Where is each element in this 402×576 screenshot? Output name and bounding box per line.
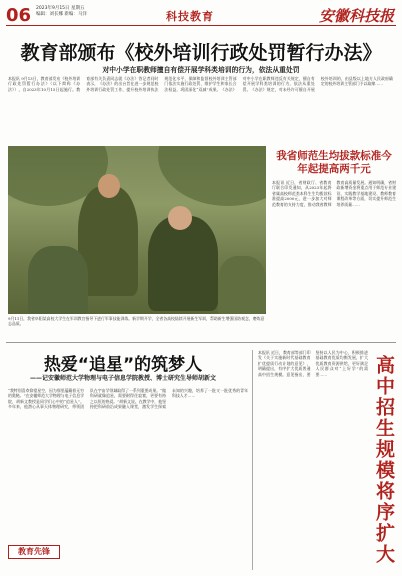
side-headline: 我省师范生均拔款标准今年起提高两千元 [276,150,392,175]
masthead [6,4,396,26]
student-figure [218,256,266,314]
section-name: 科技教育 [166,10,214,23]
student-figure [28,246,88,314]
enrollment-article-body: 本报讯 近日，教育部等部门印发《关于实施新时代基础教育扩优提质行动计划的意见》，明确提出，有序扩大优质普通高中招生规模。意见指出，要坚持以人民为中心，积极推进基础教育优质均衡发展，扩大优质教育资源供给，更好满足人民群众对“上好学”的需要…… [258,350,368,377]
feature-headline: 热爱“追星”的筑梦人 [43,355,203,375]
lead-headline: 教育部颁布《校外培训行政处罚暂行办法》 [20,42,382,64]
lead-subheadline: 对中小学在职教师擅自有偿开展学科类培训的行为，依法从重处罚 [102,66,300,74]
date-line: 2023年9月15日 星期五 [36,6,85,11]
paper-logo: 安徽科技报 [318,7,394,25]
foliage-shape [158,146,266,206]
enrollment-headline: 高中招生规模将序扩大 [373,355,395,565]
section-divider [6,342,396,343]
column-divider [252,350,253,570]
feature-article-body: “我特别喜欢仰望星空，因为那里蕴藏着无穷的奥秘。”在安徽师范大学物理与电子信息学院，胡新文教授是同学们心中的“追星人”。多年来，他潜心从事天体物理研究，带领团队在宇宙学领域取得了一系列重要成果。“做科研就像追星，需要耐得住寂寞，更要有持之以恒的热爱。”胡新文说。在教学中，他坚持把科研前沿成果融入课堂，激发学生探索未知的兴趣，培养了一批又一批优秀的青年科技人才…… [8,388,248,410]
side-article-body: 本报讯 近日，省财政厅、省教育厅联合印发通知，从2023年起将省属高校师范类本科生生均拨款标准提高2000元，进一步加大对师范教育的支持力度，推动我省教师教育高质量发展。通知明确，省财政新增资金将重点用于师范专业建设、实践教学基地建设、教师教育课程改革等方面，切实提升师范生培养质量…… [272,180,396,207]
photo-caption: 9月11日，我省阜阳某高校大学生在军训教官指导下进行军事技能训练。新学期开学，全省各高校陆续开展新生军训，帮助新生增强国防观念，磨炼意志品质。 [8,316,265,327]
lead-article-body: 本报讯 9月13日，教育部发布《校外培训行政处罚暂行办法》（以下简称《办法》），自2023年10月15日起施行。教育部有关负责同志就《办法》答记者问时表示，《办法》的出台旨在进一步规范校外培训行政处罚工作，提升校外培训执法规范化水平，保障和监督校外培训主管部门依法实施行政处罚，维护学生和家长合法权益，巩固深化“双减”成果。《办法》对中小学在职教师违反有关规定，擅自有偿开展学科类培训的行为，依法从重处罚。《办法》规定，对未经许可擅自开展校外培训的，由县级以上地方人民政府确定的校外培训主管部门予以取缔…… [8,76,393,92]
date-info [36,6,87,18]
student-figure [148,216,218,311]
student-head [168,206,192,230]
column-tag [8,545,60,559]
feature-subheadline: ——记安徽师范大学物理与电子信息学院教授、博士研究生导师胡新文 [29,375,216,382]
soldier-head [98,174,120,198]
military-training-photo [8,146,266,314]
editor-line: 编辑：刘长娜 新编：马洋 [36,12,87,17]
column-tag-label: 教育先锋 [18,547,50,556]
page-number: 06 [6,5,32,26]
